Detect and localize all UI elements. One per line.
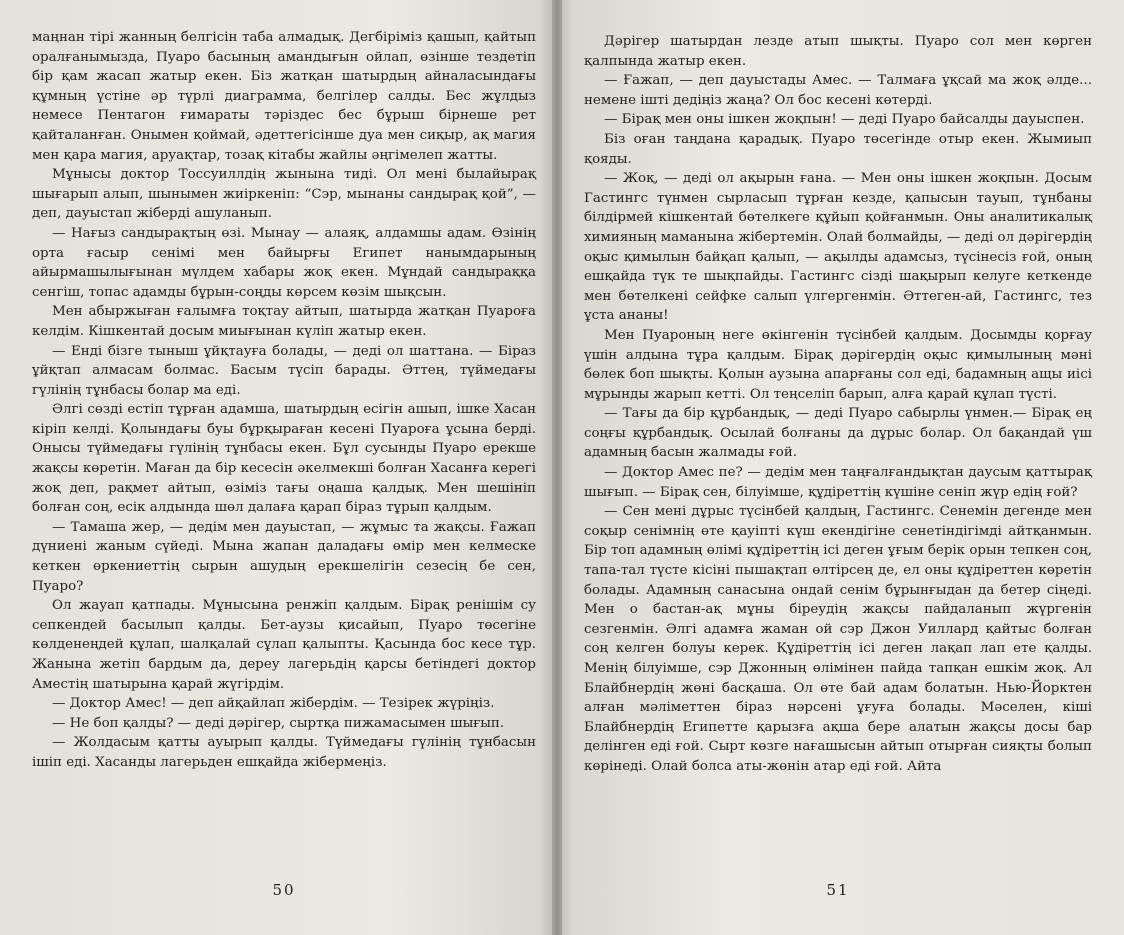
paragraph: Әлгі сөзді естіп тұрған адамша, шатырдың есігін ашып, ішке Хасан кіріп келді. Қолындағы буы бұрқыраған кесені Пуароға ұсына берді. Онысы түймедағы гүлінің тұнбасы екен. Бұл сусынды Пуаро ерекше жақсы көретін. Маған да бір кесесін әкелмекші болған Хасанға керегі жоқ деп, рақмет айтып, өзіміз тағы оңаша қалдық. Мен шешініп болған соң, есік алдында шөл далаға қарап біраз тұрып қалдым. <box>32 402 536 516</box>
paragraph: — Доктор Амес! — деп айқайлап жібердім. — Тезірек жүріңіз. <box>52 696 495 712</box>
page-number: 51 <box>826 881 850 900</box>
paragraph: — Тамаша жер, — дедім мен дауыстап, — жұмыс та жақсы. Ғажап дүниені жаным сүйеді. Мына жапан даладағы өмір мен келмеске кеткен өркениеттің сырын ашудың ерекшелігін сезесің бе сен, Пуаро? <box>32 519 536 594</box>
paragraph: — Тағы да бір құрбандық, — деді Пуаро сабырлы үнмен.— Бірақ ең соңғы құрбандық. Осылай болғаны да дұрыс болар. Ол бақандай үш адамның басын жалмады ғой. <box>584 406 1092 461</box>
paragraph: — Бірақ мен оны ішкен жоқпын! — деді Пуаро байсалды дауыспен. <box>604 112 1085 128</box>
paragraph: Ол жауап қатпады. Мұнысына ренжіп қалдым. Бірақ ренішім су сепкендей басылып қалды. Бет-аузы қисайып, Пуаро төсегіне көлденеңдей құлап, шалқалай сұлап қалыпты. Қасында бос кесе тұр. Жанына жетіп бардым да, дереу лагерьдің қарсы бетіндегі доктор Аместің шатырына қарай жүгірдім. <box>32 598 536 692</box>
page-number: 50 <box>272 881 296 900</box>
paragraph: маңнан тірі жанның белгісін таба алмадық. Дегбіріміз қашып, қайтып оралғанымызда, Пуаро басының амандығын ойлап, өзінше тездетіп бір қам жасап жатыр екен. Біз жатқан шатырдың айналасындағы құмның үстіне әр түрлі диаграмма, белгілер салды. Бес жұлдыз немесе Пентагон ғимараты тәріздес бес бұрыш бірнеше рет қайталанған. Онымен қоймай, әдеттегісінше дуа мен сиқыр, ақ магия мен қара магия, аруақтар, тозақ кітабы жайлы әңгімелеп жатты. <box>32 30 536 163</box>
paragraph: — Не боп қалды? — деді дәрігер, сыртқа пижамасымен шығып. <box>52 715 505 731</box>
paragraph: — Жоқ, — деді ол ақырын ғана. — Мен оны ішкен жоқпын. Досым Гастингс түнмен сырласып тұрған кезде, қапысын тауып, тұнбаны білдірмей кішкентай бөтелкеге құйып қойғанмын. Оны аналитикалық химияның маманына жібертемін. Олай болмайды, — деді ол дәрігердің оқыс қимылын байқап қалып, — ақылды адамсыз, түсінесіз ғой, оның ешқайда түк те шықпайды. Гастингс сізді шақырып келуге кеткенде мен бөтелкені сейфке салып үлгергенмін. Әттеген-ай, Гастингс, тез ұста ананы! <box>584 171 1092 324</box>
paragraph: Біз оған таңдана қарадық. Пуаро төсегінде отыр екен. Жымиып қояды. <box>584 131 1092 167</box>
paragraph: — Енді бізге тыныш ұйқтауға болады, — деді ол шаттана. — Біраз ұйқтап алмасам болмас. Басым түсіп барады. Әттең, түймедағы гүлінің тұнбасы болар ма еді. <box>32 343 536 398</box>
paragraph: — Сен мені дұрыс түсінбей қалдың, Гастингс. Сенемін дегенде мен соқыр сенімнің өте қауіпті күш екендігіне сенетіндігімді айтқанмын. Бір топ адамның өлімі құдіреттің ісі деген ұғым берік орын тепкен соң, тапа-тал түсте кісіні пышақтап өлтірсең де, ел оны құдіреттен көретін болады. Адамның санасына ондай сенім бұрынғыдан да бетер сіңеді. Мен о бастан-ақ мұны біреудің жақсы пайдаланып жүргенін сезгенмін. Әлгі адамға жаман ой сэр Джон Уиллард қайтыс болған соң келген болуы керек. Құдіреттің ісі деген лақап лап ете қалды. Менің білуімше, сэр Джонның өлімінен пайда тапқан ешкім жоқ. Ал Блайбнердің жөні басқаша. Ол өте бай адам болатын. Нью-Йорктен алған мәліметтен біраз нәрсені ұғуға болады. Мәселен, кіші Блайбнердің Египетте қарызға ақша бере алатын жақсы досы бар делінген еді ғой. Сырт көзге нағашысын айтып отырған сияқты болып көрінеді. Олай болса аты-жөнін атар еді ғой. Айта <box>584 504 1092 774</box>
paragraph: — Ғажап, — деп дауыстады Амес. — Талмаға ұқсай ма жоқ әлде... немене ішті дедіңіз жаңа? Ол бос кесені көтерді. <box>584 73 1092 108</box>
paragraph: — Доктор Амес пе? — дедім мен таңғалғандықтан даусым қаттырақ шығып. — Бірақ сен, білуімше, құдіреттің күшіне сеніп жүр едің ғой? <box>584 465 1092 500</box>
paragraph: — Жолдасым қатты ауырып қалды. Түймедағы гүлінің тұнбасын ішіп еді. Хасанды лагерьден ешқайда жібермеңіз. <box>32 735 536 770</box>
book-gutter <box>552 0 562 935</box>
paragraph: Мұнысы доктор Тоссуиллдің жынына тиді. Ол мені былайырақ шығарып алып, шынымен жиіркеніп: “Сэр, мынаны сандырақ қой”, — деп, дауыстап жіберді ашуланып. <box>32 167 536 222</box>
paragraph: Мен Пуароның неге өкінгенін түсінбей қалдым. Досымды қорғау үшін алдына тұра қалдым. Бірақ дәрігердің оқыс қимылының мәні бөлек боп шықты. Қолын аузына апарғаны сол еді, бадамның ащы иісі мұрынды жарып кетті. Ол теңселіп барып, алға қарай құлап түсті. <box>584 327 1092 402</box>
right-page <box>556 0 1124 935</box>
left-page-text <box>32 28 536 773</box>
left-page <box>0 0 556 935</box>
paragraph: — Нағыз сандырақтың өзі. Мынау — алаяқ, алдамшы адам. Өзінің орта ғасыр сенімі мен байырғы Египет нанымдарының айырмашылығынан мүлдем хабары жоқ екен. Мұндай сандыраққа сенгіш, топас адамды бұрын-соңды көрсем көзім шықсын. <box>32 225 536 300</box>
right-page-text <box>584 32 1092 777</box>
paragraph: Дәрігер шатырдан лезде атып шықты. Пуаро сол мен көрген қалпында жатыр екен. <box>584 34 1092 69</box>
paragraph: Мен абыржыған ғалымға тоқтау айтып, шатырда жатқан Пуароға келдім. Кішкентай досым миығынан күліп жатыр екен. <box>32 304 536 339</box>
